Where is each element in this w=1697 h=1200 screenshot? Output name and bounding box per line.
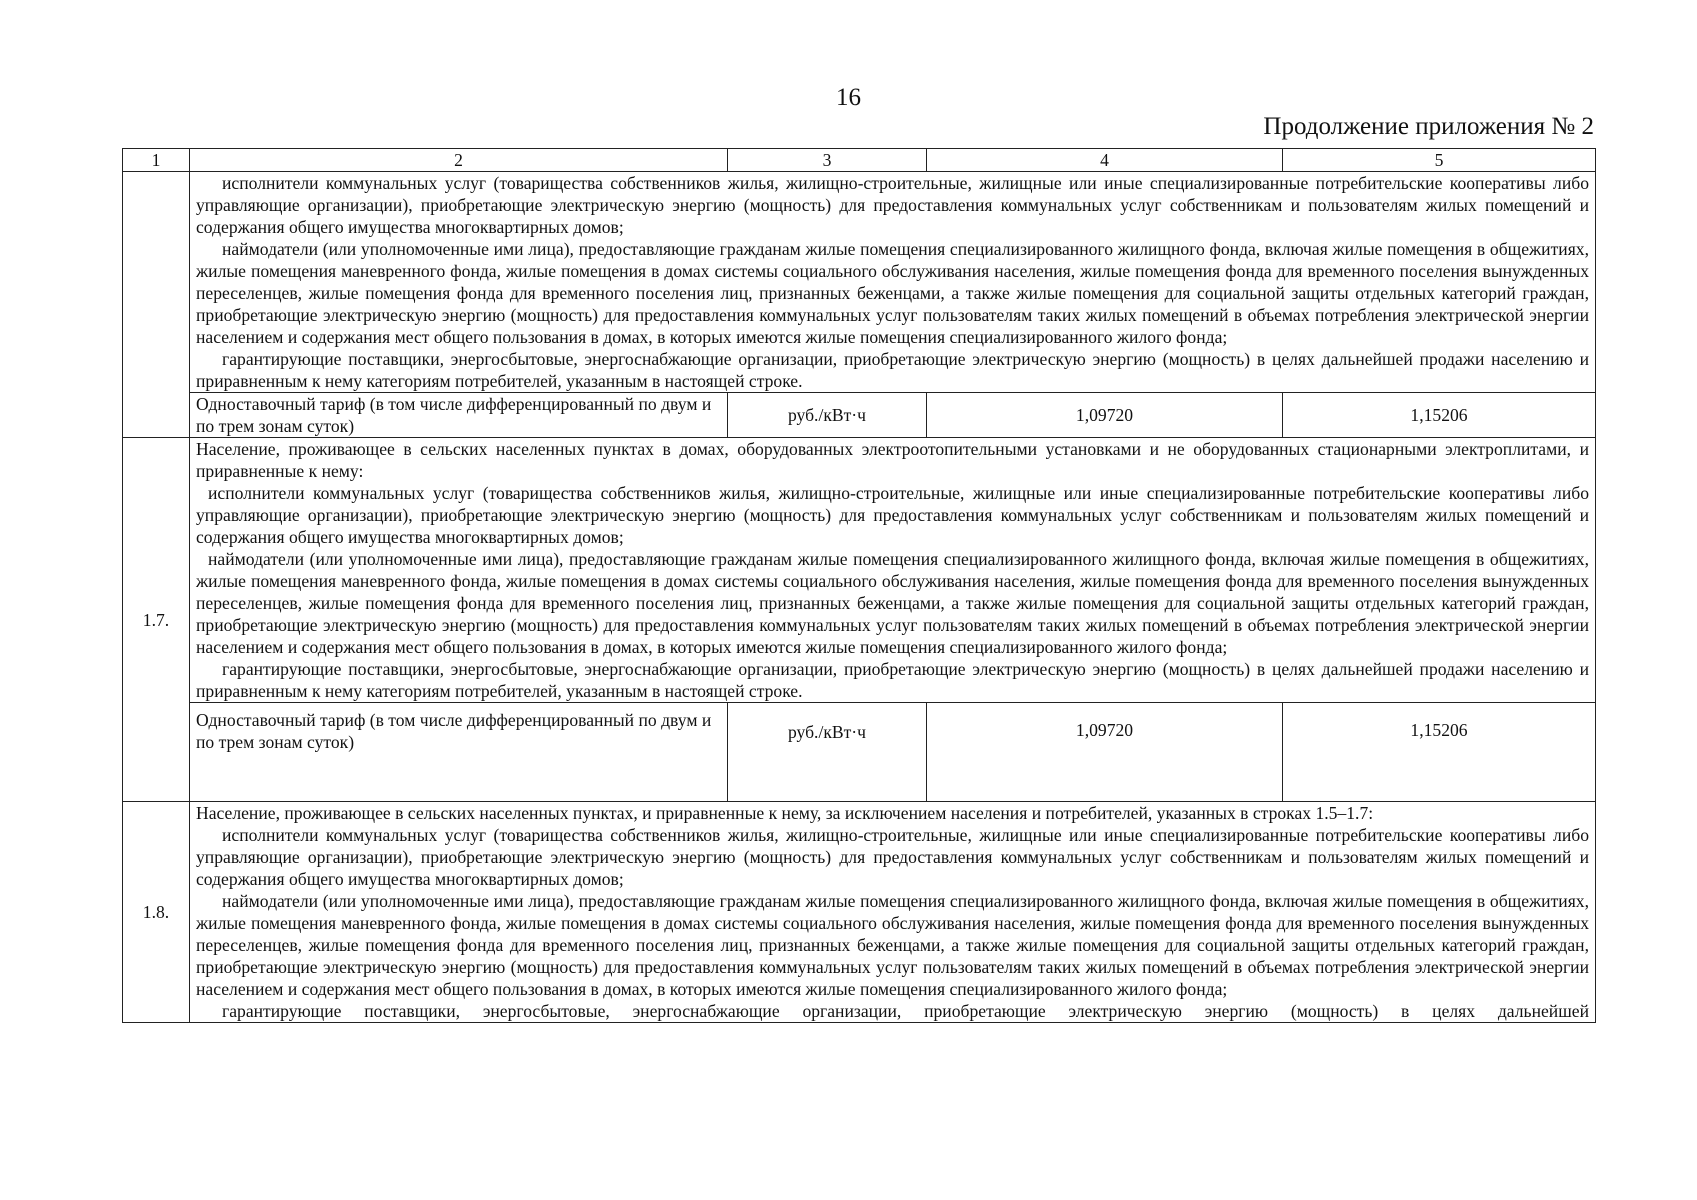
paragraph: исполнители коммунальных услуг (товарищества собственников жилья, жилищно-строительные, жилищные или иные специализированные потребительские кооперативы либо управляющие организации), приобретающие электрическую энергию (мощность) для предоставления коммунальных услуг собственникам и пользователям жилых помещений и содержания общего имущества многоквартирных домов; bbox=[196, 173, 1589, 237]
tariff-unit: руб./кВт·ч bbox=[728, 393, 927, 438]
paragraph: Население, проживающее в сельских населенных пунктах, и приравненные к нему, за исключением населения и потребителей, указанных в строках 1.5–1.7: bbox=[196, 803, 1374, 823]
row-number-prev bbox=[123, 172, 190, 438]
paragraph: гарантирующие поставщики, энергосбытовые, энергоснабжающие организации, приобретающие электрическую энергию (мощность) в целях дальнейшей bbox=[222, 1001, 1589, 1021]
column-header-2: 2 bbox=[190, 149, 728, 172]
tariff-table bbox=[122, 148, 1596, 1023]
column-header-1: 1 bbox=[123, 149, 190, 172]
paragraph: исполнители коммунальных услуг (товарищества собственников жилья, жилищно-строительные, жилищные или иные специализированные потребительские кооперативы либо управляющие организации), приобретающие электрическую энергию (мощность) для предоставления коммунальных услуг собственникам и пользователям жилых помещений и содержания общего имущества многоквартирных домов; bbox=[196, 483, 1589, 547]
paragraph: наймодатели (или уполномоченные ими лица), предоставляющие гражданам жилые помещения специализированного жилищного фонда, включая жилые помещения в общежитиях, жилые помещения маневренного фонда, жилые помещения в домах системы социального обслуживания населения, жилые помещения фонда для временного поселения вынужденных переселенцев, жилые помещения фонда для временного поселения лиц, признанных беженцами, а также жилые помещения для социальной защиты отдельных категорий граждан, приобретающие электрическую энергию (мощность) для предоставления коммунальных услуг пользователям таких жилых помещений в объемах потребления электрической энергии населением и содержания мест общего пользования в домах, в которых имеются жилые помещения специализированного жилого фонда; bbox=[196, 549, 1589, 657]
continuation-label: Продолжение приложения № 2 bbox=[1263, 113, 1594, 140]
table-row-1-7-tariff bbox=[123, 703, 1596, 802]
tariff-label: Одноставочный тариф (в том числе дифференцированный по двум и по трем зонам суток) bbox=[190, 393, 728, 438]
tariff-value-2: 1,15206 bbox=[1283, 393, 1596, 438]
tariff-value-2: 1,15206 bbox=[1283, 703, 1596, 802]
page-number: 16 bbox=[836, 84, 861, 111]
paragraph: исполнители коммунальных услуг (товарищества собственников жилья, жилищно-строительные, жилищные или иные специализированные потребительские кооперативы либо управляющие организации), приобретающие электрическую энергию (мощность) для предоставления коммунальных услуг собственникам и пользователям жилых помещений и содержания общего имущества многоквартирных домов; bbox=[196, 825, 1589, 889]
tariff-value-1: 1,09720 bbox=[927, 703, 1283, 802]
row-number-1-8: 1.8. bbox=[123, 802, 190, 1023]
tariff-value-1: 1,09720 bbox=[927, 393, 1283, 438]
row-number-1-7: 1.7. bbox=[123, 438, 190, 802]
table-row-1-7-description bbox=[123, 438, 1596, 703]
paragraph: гарантирующие поставщики, энергосбытовые, энергоснабжающие организации, приобретающие электрическую энергию (мощность) в целях дальнейшей продажи населению и приравненным к нему категориям потребителей, указанным в настоящей строке. bbox=[196, 349, 1589, 391]
table-header-row bbox=[123, 149, 1596, 172]
column-header-3: 3 bbox=[728, 149, 927, 172]
paragraph: наймодатели (или уполномоченные ими лица), предоставляющие гражданам жилые помещения специализированного жилищного фонда, включая жилые помещения в общежитиях, жилые помещения маневренного фонда, жилые помещения в домах системы социального обслуживания населения, жилые помещения фонда для временного поселения вынужденных переселенцев, жилые помещения фонда для временного поселения лиц, признанных беженцами, а также жилые помещения для социальной защиты отдельных категорий граждан, приобретающие электрическую энергию (мощность) для предоставления коммунальных услуг пользователям таких жилых помещений в объемах потребления электрической энергии населением и содержания мест общего пользования в домах, в которых имеются жилые помещения специализированного жилого фонда; bbox=[196, 239, 1589, 347]
paragraph: Население, проживающее в сельских населенных пунктах в домах, оборудованных электроотопительными установками и не оборудованных стационарными электроплитами, и приравненные к нему: bbox=[196, 439, 1589, 481]
tariff-unit: руб./кВт·ч bbox=[728, 703, 927, 802]
paragraph: гарантирующие поставщики, энергосбытовые, энергоснабжающие организации, приобретающие электрическую энергию (мощность) в целях дальнейшей продажи населению и приравненным к нему категориям потребителей, указанным в настоящей строке. bbox=[196, 659, 1589, 701]
row-description bbox=[190, 438, 1596, 703]
table-row-prev-description bbox=[123, 172, 1596, 393]
row-description bbox=[190, 802, 1596, 1023]
paragraph: наймодатели (или уполномоченные ими лица), предоставляющие гражданам жилые помещения специализированного жилищного фонда, включая жилые помещения в общежитиях, жилые помещения маневренного фонда, жилые помещения в домах системы социального обслуживания населения, жилые помещения фонда для временного поселения вынужденных переселенцев, жилые помещения фонда для временного поселения лиц, признанных беженцами, а также жилые помещения для социальной защиты отдельных категорий граждан, приобретающие электрическую энергию (мощность) для предоставления коммунальных услуг пользователям таких жилых помещений в объемах потребления электрической энергии населением и содержания мест общего пользования в домах, в которых имеются жилые помещения специализированного жилого фонда; bbox=[196, 891, 1589, 999]
tariff-label: Одноставочный тариф (в том числе дифференцированный по двум и по трем зонам суток) bbox=[190, 703, 728, 802]
table-row-prev-tariff bbox=[123, 393, 1596, 438]
table-row-1-8-description bbox=[123, 802, 1596, 1023]
row-description bbox=[190, 172, 1596, 393]
column-header-5: 5 bbox=[1283, 149, 1596, 172]
column-header-4: 4 bbox=[927, 149, 1283, 172]
